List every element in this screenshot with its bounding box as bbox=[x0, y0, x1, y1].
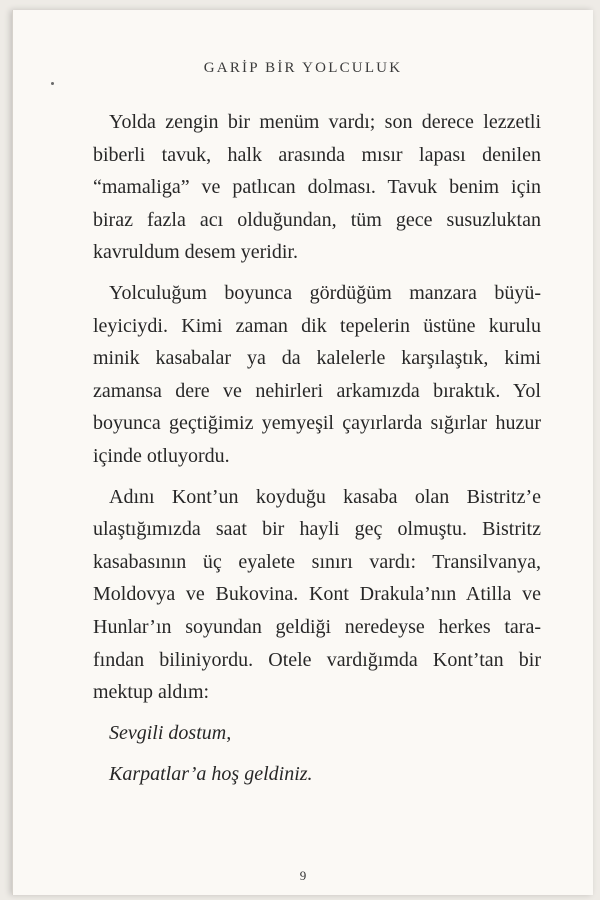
paragraph-2: Yolculuğum boyunca gördüğüm manzara büyüleyiciydi. Kimi zaman dik tepelerin üstüne kurulu minik kasabalar ya da kalelerle karşılaştık, kimi zamansa dere ve nehirleri arkamızda bıraktık. Yol boyunca geçtiğimiz yemyeşil çayırlarda sığırlar huzur içinde otluyordu. bbox=[93, 281, 541, 467]
letter-salutation: Sevgili dostum, bbox=[109, 721, 232, 744]
running-head: GARİP BİR YOLCULUK bbox=[203, 60, 403, 76]
letter-line: Karpatlar’a hoş geldiniz. bbox=[109, 763, 313, 786]
dust-speck bbox=[51, 82, 54, 85]
page-number: 9 bbox=[299, 868, 307, 883]
paragraph-3: Adını Kont’un koyduğu kasaba olan Bistritz’e ulaştığımızda saat bir hayli geç olmuştu. Bistritz kasabasının üç eyalete sınırı vardı: Transilvanya, Moldovya ve Bukovina. Kont Drakula’nın Atilla ve Hunlar’ın soyundan geldiği neredeyse herkes tarafından biliniyordu. Otele vardığımda Kont’tan bir mektup aldım: bbox=[93, 485, 541, 704]
page-sheet bbox=[12, 10, 593, 895]
paragraph-1: Yolda zengin bir menüm vardı; son derece lezzetli biberli tavuk, halk arasında mısır lapası denilen “mamaliga” ve patlıcan dolması. Tavuk benim için biraz fazla acı olduğundan, tüm gece susuzluktan kavruldum desem yeridir. bbox=[93, 111, 541, 264]
body-text bbox=[93, 106, 541, 791]
